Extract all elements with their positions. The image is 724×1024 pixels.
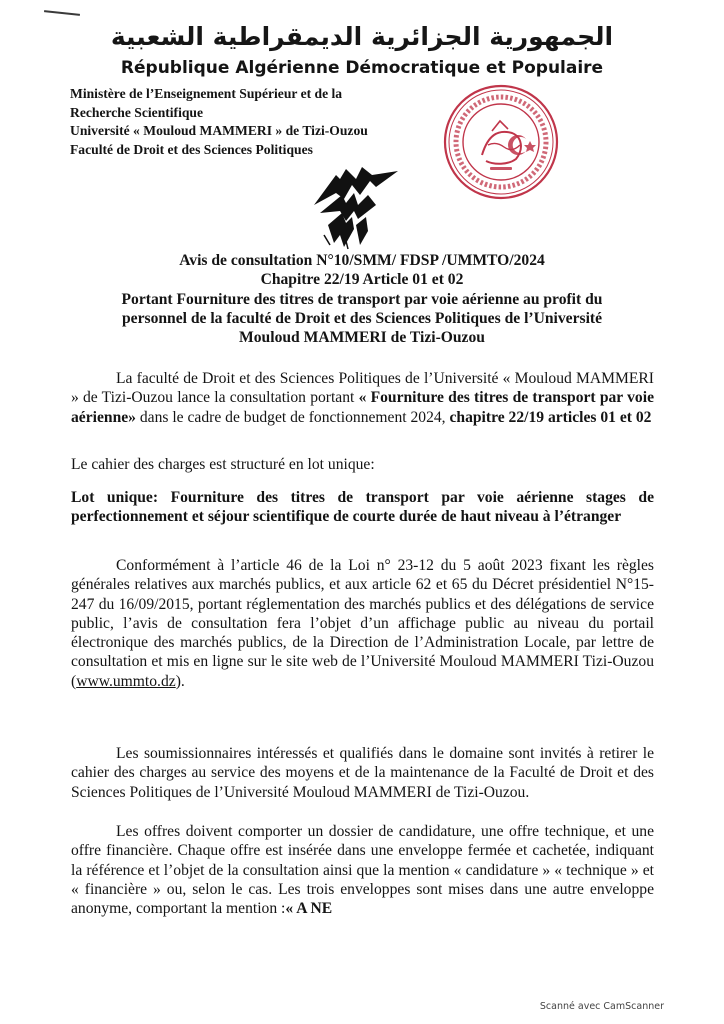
ministry-line-2: Recherche Scientifique — [70, 104, 204, 120]
notice-subject-line-2: personnel de la faculté de Droit et des Sciences Politiques de l’Université — [121, 309, 603, 327]
offers-mention: « A NE — [285, 900, 333, 918]
intro-chapter: chapitre 22/19 articles 01 et 02 — [449, 408, 652, 426]
paragraph-offers — [71, 822, 654, 918]
university-line: Université « Mouloud MAMMERI » de Tizi-Ouzou — [70, 123, 368, 139]
paragraph-bidders: Les soumissionnaires intéressés et qualifiés dans le domaine sont invités à retirer le cahier des charges au service des moyens et de la maintenance de la Faculté de Droit et des Sciences Politiques de l’Université Mouloud MAMMERI de Tizi-Ouzou. — [71, 745, 654, 801]
paragraph-legal — [71, 556, 654, 691]
institution-header — [70, 85, 410, 159]
paragraph-intro — [71, 369, 654, 427]
intro-budget: dans le cadre de budget de fonctionnement 2024, — [135, 408, 450, 426]
notice-reference: Avis de consultation N°10/SMM/ FDSP /UMMTO/2024 — [179, 252, 545, 269]
paragraph-lot-structure: Le cahier des charges est structuré en lot unique: — [71, 456, 375, 473]
notice-subject-line-1: Portant Fourniture des titres de transport par voie aérienne au profit du — [121, 290, 603, 308]
offers-text: Les offres doivent comporter un dossier de candidature, une offre technique, et une offre financière. Chaque offre est insérée dans une enveloppe fermée et cachetée, indiquant la référence et l’objet de la consultation ainsi que la mention « candidature » « technique » et « financière » ou, selon le cas. Les trois enveloppes sont mises dans une autre enveloppe anonyme, comportant la mention : — [71, 823, 654, 918]
notice-title — [40, 251, 684, 347]
website-link[interactable]: www.ummto.dz — [76, 672, 176, 690]
lot-unique: Lot unique: Fourniture des titres de transport par voie aérienne stages de perfectionnement et séjour scientifique de courte durée de haut niveau à l’étranger — [71, 489, 654, 526]
intro-subject: « Fourniture des titres de transport par voie aérienne» — [71, 389, 654, 426]
french-republic-title: République Algérienne Démocratique et Populaire — [120, 58, 604, 78]
scanner-watermark: Scanné avec CamScanner — [539, 1001, 664, 1012]
notice-subject-line-3: Mouloud MAMMERI de Tizi-Ouzou — [239, 329, 485, 347]
legal-text: Conformément à l’article 46 de la Loi n° 23-12 du 5 août 2023 fixant les règles générales relatives aux marchés publics, et aux article 62 et 65 du Décret présidentiel N°15-247 du 16/09/2015, portant réglementation des marchés publics et des délégations de service public, l’avis de consultation fera l’objet d’un affichage public au niveau du portail électronique des marchés publics, de la Direction de l’Administration Locale, par lettre de consultation et mis en ligne sur le site web de l’Université Mouloud MAMMERI Tizi-Ouzou ( — [71, 557, 654, 690]
scan-mark — [44, 10, 80, 16]
notice-chapter: Chapitre 22/19 Article 01 et 02 — [260, 271, 464, 289]
ministry-line-1: Ministère de l’Enseignement Supérieur et de la — [70, 86, 343, 101]
legal-end: ). — [175, 672, 185, 690]
faculty-line: Faculté de Droit et des Sciences Politiques — [70, 141, 313, 157]
university-logo-icon — [306, 165, 404, 251]
arabic-republic-title: الجمهورية الجزائرية الديمقراطية الشعبية — [110, 22, 614, 51]
official-stamp-icon — [442, 83, 560, 201]
intro-text: La faculté de Droit et des Sciences Politiques de l’Université « Mouloud MAMMERI » de Tizi-Ouzou lance la consultation portant — [71, 370, 654, 407]
